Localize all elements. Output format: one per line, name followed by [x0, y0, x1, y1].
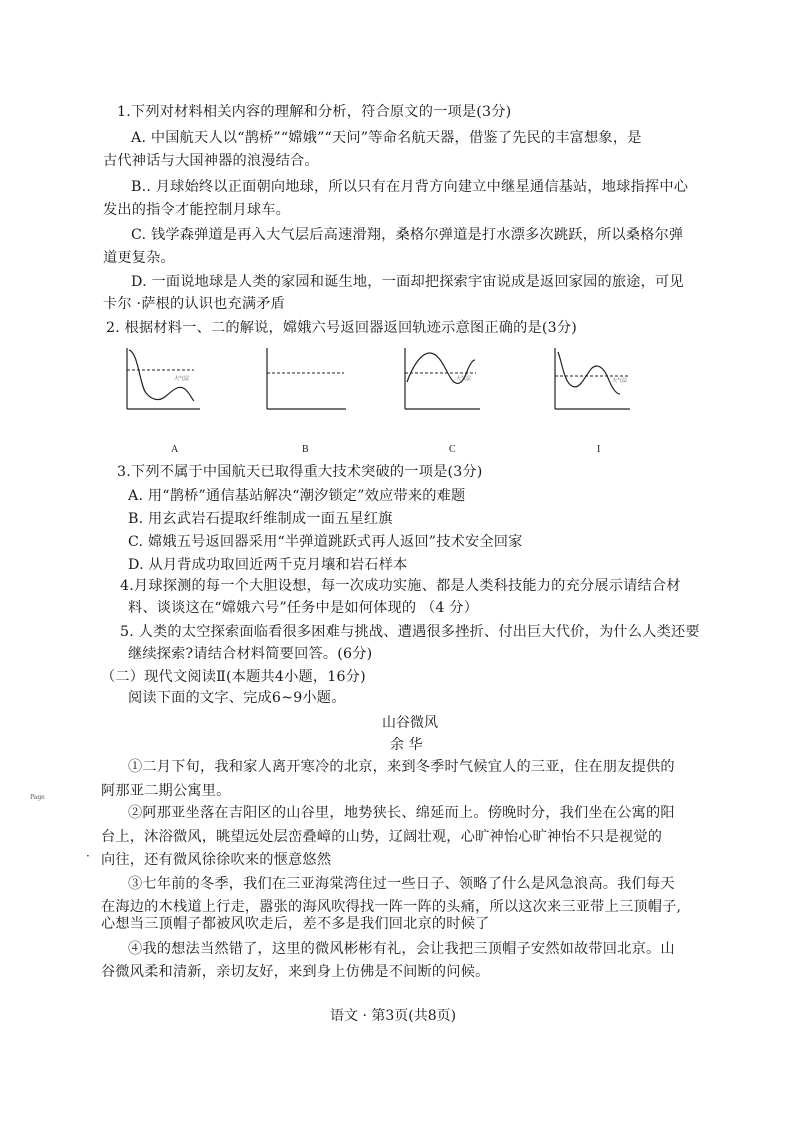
- q1-option-b-cont: 发出的指令才能控制月球车。: [103, 202, 291, 218]
- graph-label-b: B: [302, 444, 309, 455]
- q1-option-c: C. 钱学森弹道是再入大气层后高速滑翔，桑格尔弹道是打水漂多次跳跃，所以桑格尔弹: [131, 227, 684, 243]
- graph-label-c: C: [449, 444, 456, 455]
- paragraph-3-cont: 在海边的木栈道上行走，嚣张的海风吹得找一阵一阵的头痛，所以这次来三亚带上三顶帽子,: [101, 899, 682, 915]
- q1-option-a: A. 中国航天人以“鹊桥”“嫦娥”“天问”等命名航天器，借鉴了先民的丰富想象，是: [131, 130, 642, 146]
- q4-stem: 4.月球探测的每一个大胆设想，每一次成功实施、都是人类科技能力的充分展示请结合材: [120, 578, 681, 594]
- paragraph-1: ①二月下旬，我和家人离开寒冷的北京，来到冬季时气候宜人的三亚，住在朋友提供的: [128, 759, 675, 775]
- q2-stem: 2. 根据材料一、二的解说，嫦娥六号返回器返回轨迹示意图正确的是(3分): [106, 320, 577, 336]
- atmosphere-label-c: 大气层: [456, 376, 472, 382]
- passage-author: 余 华: [390, 737, 423, 753]
- paragraph-2-cont2: 向往，还有微风徐徐吹来的惬意悠然: [101, 852, 332, 868]
- q1-option-d: D. 一面说地球是人类的家园和诞生地，一面却把探索宇宙说成是返回家园的旅途，可见: [131, 274, 684, 290]
- atmosphere-label-a: 大气层: [174, 376, 190, 382]
- q3-option-c: C. 嫦娥五号返回器采用“半弹道跳跃式再人返回”技术安全回家: [128, 534, 523, 550]
- q5-stem: 5. 人类的太空探索面临看很多困难与挑战、遭遇很多挫折、付出巨大代价，为什么人类还要: [120, 624, 700, 640]
- q4-stem-cont: 料、谈谈这在“嫦娥六号”任务中是如何体现的 （4 分）: [128, 600, 479, 616]
- section-heading: （二）现代文阅读Ⅱ(本题共4小题，16分): [101, 669, 366, 685]
- q1-stem: 1.下列对材料相关内容的理解和分析，符合原文的一项是(3分): [117, 104, 512, 120]
- page-footer: 语文 · 第3页(共8页): [330, 1008, 457, 1024]
- graph-label-i: I: [597, 444, 601, 455]
- bullet-dot: ·: [86, 849, 90, 863]
- q1-option-a-cont: 古代神话与大国神器的浪漫结合。: [103, 153, 319, 169]
- paragraph-4-cont: 谷微风柔和清新，亲切友好，来到身上仿佛是不间断的问候。: [101, 964, 490, 980]
- trajectory-graph-a: [124, 346, 202, 412]
- trajectory-graph-i: [552, 346, 632, 412]
- q1-option-c-cont: 道更复杂。: [103, 250, 175, 266]
- graph-label-a: A: [171, 444, 179, 455]
- margin-mark: Page: [30, 794, 45, 801]
- paragraph-2-cont: 台上，沐浴微风，眺望远处层峦叠嶂的山势，辽阔壮观，心旷神怡心旷神怡不只是视觉的: [101, 829, 663, 845]
- q1-option-d-cont: 卡尔 ·萨根的认识也充满矛盾: [103, 296, 286, 312]
- q3-option-d: D. 从月背成功取回近两千克月壤和岩石样本: [128, 557, 408, 573]
- atmosphere-label-i: 大气层: [612, 378, 628, 384]
- paragraph-1-cont: 阿那亚二期公寓里。: [101, 783, 231, 799]
- q3-option-a: A. 用“鹊桥”通信基站解决“潮汐锁定”效应带来的难题: [128, 488, 466, 504]
- q3-stem: 3.下列不属于中国航天已取得重大技术突破的一项是(3分): [117, 464, 483, 480]
- section-instruction: 阅读下面的文字、完成6~9小题。: [128, 690, 346, 706]
- trajectory-graph-b: [264, 346, 348, 412]
- paragraph-3-cont2: 心想当三顶帽子都被风吹走后，差不多是我们回北京的时候了: [101, 916, 490, 932]
- paragraph-4: ④我的想法当然错了，这里的微风彬彬有礼，会让我把三顶帽子安然如故带回北京。山: [128, 941, 675, 957]
- trajectory-graph-c: [402, 346, 482, 412]
- q5-stem-cont: 继续探索?请结合材料简要回答。(6分): [128, 646, 373, 662]
- q1-option-b: B.. 月球始终以正面朝向地球，所以只有在月背方向建立中继星通信基站，地球指挥中心: [131, 179, 689, 195]
- paragraph-2: ②阿那亚坐落在吉阳区的山谷里，地势狭长、绵延而上。傍晚时分，我们坐在公寓的阳: [128, 805, 675, 821]
- q3-option-b: B. 用玄武岩石提取纤维制成一面五星红旗: [128, 511, 393, 527]
- paragraph-3: ③七年前的冬季，我们在三亚海棠湾住过一些日子、领略了什么是风急浪高。我们每天: [128, 876, 675, 892]
- passage-title: 山谷微风: [382, 715, 438, 731]
